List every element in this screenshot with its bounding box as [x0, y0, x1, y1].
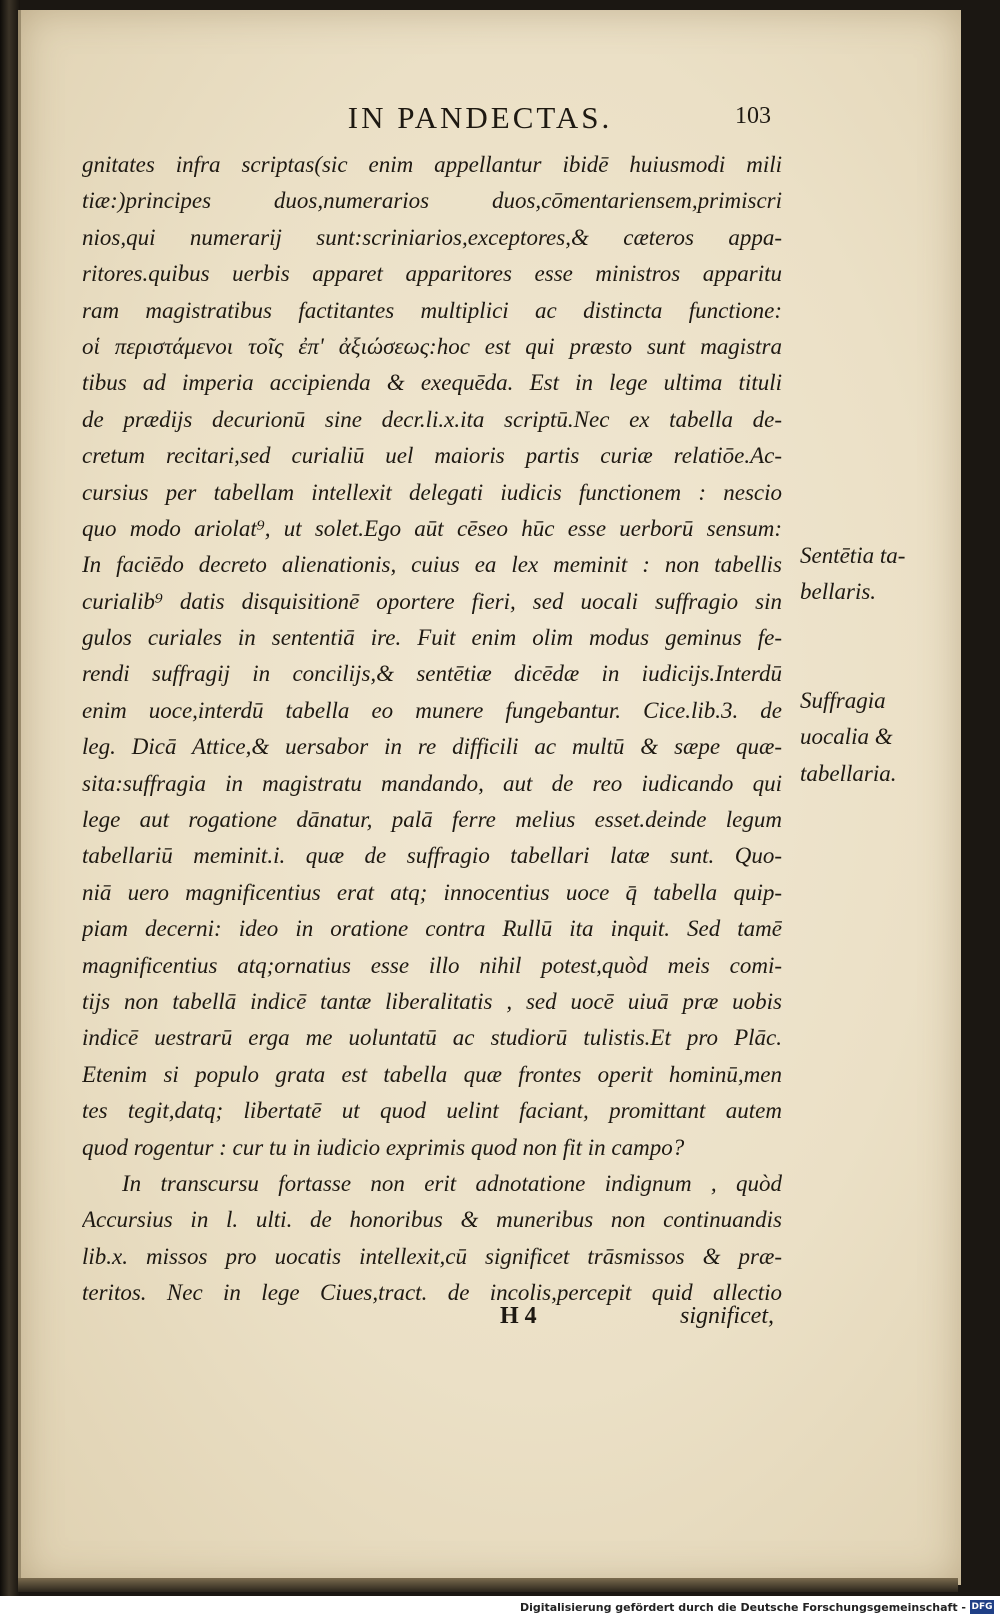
catchword: significet,: [680, 1303, 774, 1329]
signature-mark: H 4: [500, 1303, 537, 1329]
text-line: In faciēdo decreto alienationis, cuius ea lex meminit : non tabellis: [82, 552, 782, 578]
text-line: leg. Dicā Attice,& uersabor in re difficili ac multū & sæpe quæ-: [82, 734, 782, 760]
marginal-note-sententia: [800, 538, 905, 611]
page-number: 103: [735, 103, 771, 129]
text-line: enim uoce,interdū tabella eo munere fungebantur. Cice.lib.3. de: [82, 697, 782, 723]
text-line: ritores.quibus uerbis apparet apparitores esse ministros apparitu: [82, 261, 782, 287]
text-line: quod rogentur : cur tu in iudicio exprimis quod non fit in campo?: [82, 1134, 685, 1160]
digitization-credit: Digitalisierung gefördert durch die Deutsche Forschungsgemeinschaft -: [519, 1601, 966, 1614]
marginal-line: bellaris.: [800, 579, 877, 605]
text-line: sita:suffragia in magistratu mandando, aut de reo iudicando qui: [82, 770, 782, 796]
text-line: tijs non tabellā indicē tantæ liberalitatis , sed uocē uiuā præ uobis: [82, 988, 782, 1014]
text-line: lib.x. missos pro uocatis intellexit,cū significet trāsmissos & præ-: [82, 1243, 782, 1269]
text-line: cretum recitari,sed curialiū uel maioris partis curiæ relatiōe.Ac-: [82, 443, 782, 469]
dfg-logo: DFG: [971, 1602, 993, 1612]
text-line: Accursius in l. ulti. de honoribus & muneribus non continuandis: [82, 1207, 782, 1233]
text-line: gulos curiales in sententiā ire. Fuit enim olim modus geminus fe-: [82, 625, 782, 651]
text-line: gnitates infra scriptas(sic enim appellantur ibidē huiusmodi mili: [82, 152, 782, 177]
text-line: piam decerni: ideo in oratione contra Rullū ita inquit. Sed tamē: [82, 916, 782, 942]
text-line: magnificentius atq;ornatius esse illo nihil potest,quòd meis comi-: [82, 952, 782, 978]
marginal-line: tabellaria.: [800, 760, 897, 786]
text-line: cursius per tabellam intellexit delegati iudicis functionem : nescio: [82, 479, 782, 505]
text-line: niā uero magnificentius erat atq; innocentius uoce q̄ tabella quip-: [82, 879, 782, 905]
body-text: [82, 147, 782, 1312]
text-line: οἱ περιστάμενοι τοῖς ἐπ' ἀξιώσεως:hoc est qui præsto sunt magistra: [82, 333, 782, 359]
text-line: nios,qui numerarij sunt:scriniarios,exceptores,& cæteros appa-: [82, 224, 782, 250]
text-line: quo modo ariolat⁹, ut solet.Ego aūt cēseo hūc esse uerborū sensum:: [82, 515, 782, 541]
text-line: curialib⁹ datis disquisitionē oportere fieri, sed uocali suffragio sin: [82, 588, 782, 614]
text-line: de prædijs decurionū sine decr.li.x.ita scriptū.Nec ex tabella de-: [82, 406, 782, 432]
marginal-note-suffragia: [800, 683, 896, 792]
text-line: indicē uestrarū erga me uoluntatū ac studiorū tulistis.Et pro Plāc.: [82, 1025, 782, 1051]
text-line: tiæ:)principes duos,numerarios duos,cōmentariensem,primiscri: [82, 188, 782, 214]
marginal-line: uocalia &: [800, 724, 893, 750]
book-spine: [0, 0, 20, 1619]
text-line: ram magistratibus factitantes multiplici ac distincta functione:: [82, 297, 782, 323]
text-line: tabellariū meminit.i. quæ de suffragio tabellari latæ sunt. Quo-: [82, 843, 782, 869]
text-line: lege aut rogatione dānatur, palā ferre melius esset.deinde legum: [82, 807, 782, 833]
text-line-indented: In transcursu fortasse non erit adnotatione indignum , quòd: [122, 1170, 782, 1196]
marginal-line: Sentētia ta-: [800, 543, 906, 568]
text-line: teritos. Nec in lege Ciues,tract. de incolis,percepit quid allectio: [82, 1280, 782, 1306]
running-head: IN PANDECTAS.: [347, 100, 613, 135]
text-line: tibus ad imperia accipienda & exequēda. Est in lege ultima tituli: [82, 370, 782, 396]
text-line: rendi suffragij in concilijs,& sentētiæ dicēdæ in iudicijs.Interdū: [82, 661, 782, 687]
text-line: tes tegit,datq; libertatē ut quod uelint faciant, promittant autem: [82, 1098, 782, 1124]
text-line: Etenim si populo grata est tabella quæ frontes operit hominū,men: [82, 1061, 782, 1087]
marginal-line: Suffragia: [800, 688, 886, 713]
page-edge: [18, 1578, 958, 1592]
